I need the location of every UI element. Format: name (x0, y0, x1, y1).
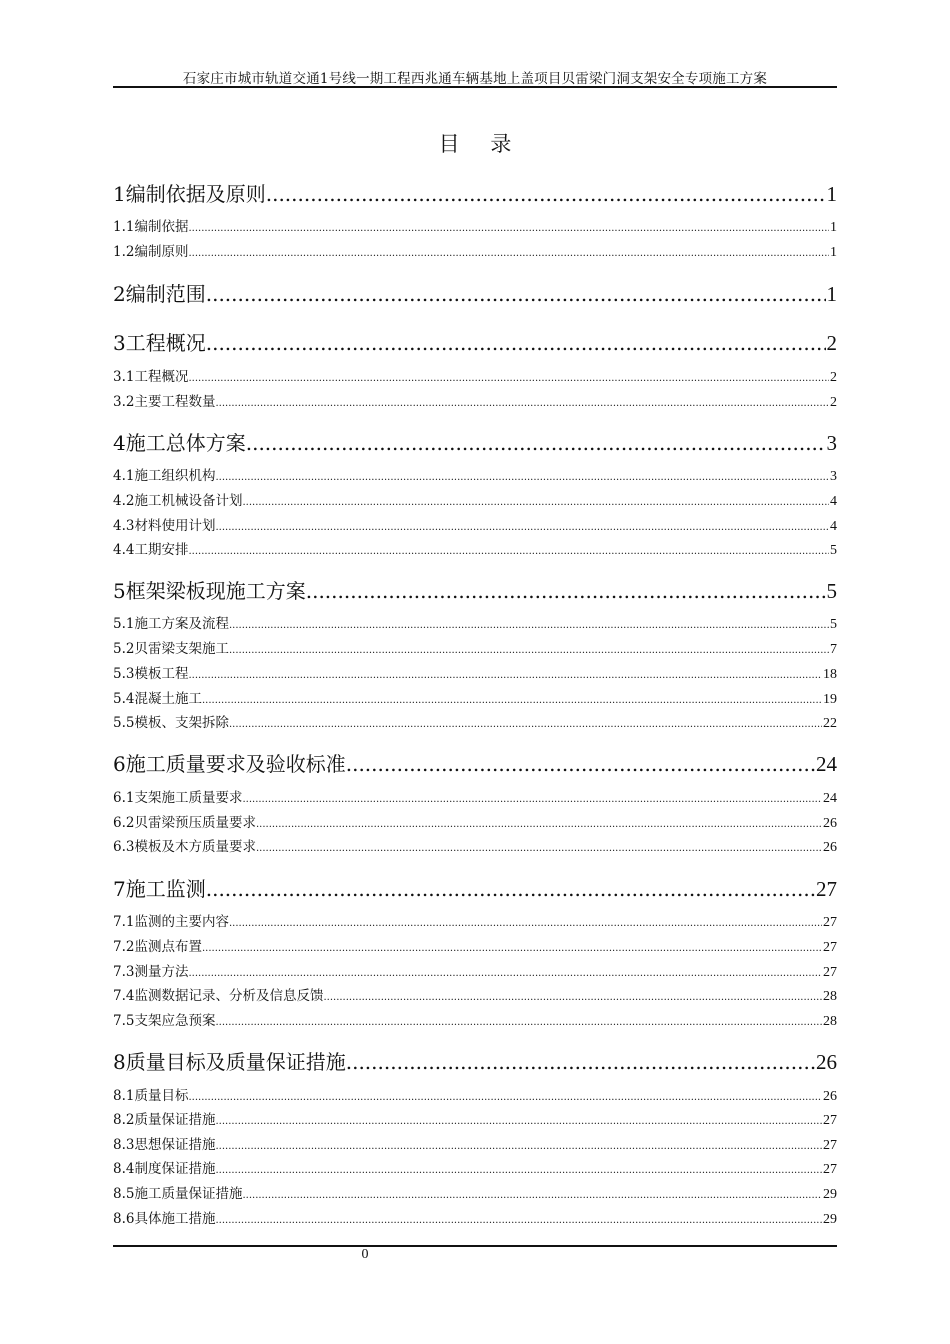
toc-dot-leader (215, 1165, 822, 1176)
toc-dot-leader (202, 943, 822, 954)
toc-entry-page: 5 (830, 543, 837, 558)
toc-entry-title: 5.2贝雷梁支架施工 (113, 641, 229, 657)
toc-section-entry[interactable] (113, 711, 837, 732)
toc-entry-page: 26 (816, 1050, 837, 1074)
toc-section-entry[interactable] (113, 1009, 837, 1030)
toc-entry-title: 4.1施工组织机构 (113, 468, 216, 484)
toc-entry-page: 29 (823, 1212, 837, 1227)
toc-entry-page: 19 (823, 692, 837, 707)
toc-entry-page: 24 (823, 791, 837, 806)
toc-entry-page: 27 (816, 877, 837, 901)
toc-entry-page: 26 (823, 816, 837, 831)
toc-dot-leader (215, 522, 829, 533)
toc-section-entry[interactable] (113, 960, 837, 981)
toc-entry-page: 29 (823, 1187, 837, 1202)
toc-section-entry[interactable] (113, 786, 837, 807)
toc-entry-title: 4.2施工机械设备计划 (113, 493, 243, 509)
toc-entry-page: 7 (830, 642, 837, 657)
toc-dot-leader (188, 968, 822, 979)
header-divider (113, 86, 837, 88)
toc-entry-page: 26 (823, 1089, 837, 1104)
toc-section-entry[interactable] (113, 1133, 837, 1154)
toc-dot-leader (202, 695, 822, 706)
toc-section-entry[interactable] (113, 1084, 837, 1105)
toc-entry-page: 26 (823, 840, 837, 855)
toc-entry-page: 1 (826, 182, 837, 206)
toc-entry-page: 27 (823, 965, 837, 980)
toc-dot-leader (215, 398, 829, 409)
toc-entry-title: 7施工监测 (113, 877, 206, 901)
toc-section-entry[interactable] (113, 1157, 837, 1178)
toc-section-entry[interactable] (113, 910, 837, 931)
toc-dot-leader (242, 1190, 822, 1201)
toc-entry-title: 5.3模板工程 (113, 666, 189, 682)
toc-entry-page: 4 (830, 519, 837, 534)
toc-dot-leader (256, 819, 822, 830)
toc-chapter-entry[interactable] (113, 748, 837, 777)
toc-section-entry[interactable] (113, 612, 837, 633)
toc-entry-page: 22 (823, 716, 837, 731)
toc-dot-leader (215, 1141, 822, 1152)
toc-entry-title: 3.2主要工程数量 (113, 394, 216, 410)
toc-dot-leader (188, 546, 829, 557)
toc-chapter-entry[interactable] (113, 327, 837, 356)
toc-entry-title: 6.2贝雷梁预压质量要求 (113, 815, 256, 831)
toc-dot-leader (229, 918, 822, 929)
toc-section-entry[interactable] (113, 365, 837, 386)
toc-entry-title: 3.1工程概况 (113, 369, 189, 385)
toc-entry-title: 5框架梁板现施工方案 (113, 579, 306, 603)
toc-section-entry[interactable] (113, 687, 837, 708)
toc-dot-leader (206, 282, 826, 306)
toc-entry-title: 5.5模板、支架拆除 (113, 715, 229, 731)
toc-dot-leader (346, 752, 815, 776)
toc-entry-page: 2 (830, 395, 837, 410)
toc-entry-title: 7.1监测的主要内容 (113, 914, 229, 930)
toc-dot-leader (215, 1215, 822, 1226)
toc-entry-page: 5 (826, 579, 837, 603)
toc-chapter-entry[interactable] (113, 575, 837, 604)
toc-entry-page: 4 (830, 494, 837, 509)
toc-entry-title: 8.1质量目标 (113, 1088, 189, 1104)
toc-chapter-entry[interactable] (113, 427, 837, 456)
toc-entry-title: 8.6具体施工措施 (113, 1211, 216, 1227)
toc-entry-page: 5 (830, 617, 837, 632)
toc-dot-leader (188, 670, 822, 681)
toc-entry-page: 27 (823, 1138, 837, 1153)
toc-entry-title: 8.2质量保证措施 (113, 1112, 216, 1128)
toc-dot-leader (215, 1116, 822, 1127)
toc-entry-page: 28 (823, 1014, 837, 1029)
toc-section-entry[interactable] (113, 637, 837, 658)
toc-section-entry[interactable] (113, 1108, 837, 1129)
toc-entry-title: 4.4工期安排 (113, 542, 189, 558)
toc-dot-leader (346, 1050, 815, 1074)
toc-dot-leader (229, 645, 829, 656)
toc-chapter-entry[interactable] (113, 278, 837, 307)
toc-dot-leader (242, 497, 829, 508)
toc-entry-title: 8.5施工质量保证措施 (113, 1186, 243, 1202)
running-header: 石家庄市城市轨道交通1号线一期工程西兆通车辆基地上盖项目贝雷梁门洞支架安全专项施工方案 (182, 71, 768, 87)
toc-entry-title: 1.2编制原则 (113, 244, 189, 260)
toc-entry-page: 1 (830, 245, 837, 260)
toc-dot-leader (215, 472, 829, 483)
toc-entry-title: 7.2监测点布置 (113, 939, 202, 955)
toc-dot-leader (229, 620, 829, 631)
toc-entry-page: 24 (816, 752, 837, 776)
toc-entry-page: 18 (823, 667, 837, 682)
toc-entry-title: 6施工质量要求及验收标准 (113, 752, 346, 776)
toc-entry-page: 27 (823, 940, 837, 955)
toc-section-entry[interactable] (113, 464, 837, 485)
toc-entry-title: 8.3思想保证措施 (113, 1137, 216, 1153)
toc-entry-page: 27 (823, 1113, 837, 1128)
toc-section-entry[interactable] (113, 662, 837, 683)
toc-entry-title: 6.3模板及木方质量要求 (113, 839, 256, 855)
toc-section-entry[interactable] (113, 215, 837, 236)
toc-entry-page: 2 (830, 370, 837, 385)
toc-dot-leader (246, 431, 826, 455)
toc-dot-leader (215, 1017, 822, 1028)
toc-dot-leader (188, 248, 829, 259)
toc-entry-title: 4.3材料使用计划 (113, 518, 216, 534)
toc-dot-leader (256, 843, 822, 854)
toc-entry-title: 7.4监测数据记录、分析及信息反馈 (113, 988, 324, 1004)
toc-entry-page: 2 (826, 331, 837, 355)
page-number: 0 (361, 1247, 369, 1262)
toc-section-entry[interactable] (113, 1182, 837, 1203)
toc-entry-title: 2编制范围 (113, 282, 206, 306)
toc-section-entry[interactable] (113, 390, 837, 411)
toc-entry-page: 3 (830, 469, 837, 484)
toc-chapter-entry[interactable] (113, 1046, 837, 1075)
toc-dot-leader (188, 373, 829, 384)
toc-entry-page: 3 (826, 431, 837, 455)
toc-dot-leader (229, 719, 822, 730)
toc-entry-title: 6.1支架施工质量要求 (113, 790, 243, 806)
toc-dot-leader (242, 794, 822, 805)
toc-dot-leader (188, 1092, 822, 1103)
toc-entry-title: 5.4混凝土施工 (113, 691, 202, 707)
toc-entry-page: 1 (826, 282, 837, 306)
toc-section-entry[interactable] (113, 514, 837, 535)
toc-dot-leader (188, 223, 829, 234)
toc-entry-page: 28 (823, 989, 837, 1004)
toc-section-entry[interactable] (113, 1207, 837, 1228)
toc-section-entry[interactable] (113, 984, 837, 1005)
footer-divider (113, 1245, 837, 1247)
toc-entry-page: 27 (823, 1162, 837, 1177)
toc-section-entry[interactable] (113, 835, 837, 856)
toc-dot-leader (206, 331, 826, 355)
toc-entry-title: 8质量目标及质量保证措施 (113, 1050, 346, 1074)
toc-entry-title: 7.3测量方法 (113, 964, 189, 980)
toc-dot-leader (206, 877, 815, 901)
toc-entry-title: 1.1编制依据 (113, 219, 189, 235)
toc-entry-title: 4施工总体方案 (113, 431, 246, 455)
toc-section-entry[interactable] (113, 538, 837, 559)
toc-chapter-entry[interactable] (113, 178, 837, 207)
toc-dot-leader (323, 992, 822, 1003)
toc-entry-title: 3工程概况 (113, 331, 206, 355)
toc-section-entry[interactable] (113, 935, 837, 956)
toc-section-entry[interactable] (113, 240, 837, 261)
toc-section-entry[interactable] (113, 811, 837, 832)
toc-title: 目 录 (438, 132, 524, 156)
toc-entry-title: 1编制依据及原则 (113, 182, 266, 206)
toc-entry-title: 5.1施工方案及流程 (113, 616, 229, 632)
toc-dot-leader (306, 579, 826, 603)
toc-dot-leader (266, 182, 826, 206)
toc-entry-page: 1 (830, 220, 837, 235)
toc-entry-title: 8.4制度保证措施 (113, 1161, 216, 1177)
toc-entry-title: 7.5支架应急预案 (113, 1013, 216, 1029)
toc-chapter-entry[interactable] (113, 873, 837, 902)
toc-section-entry[interactable] (113, 489, 837, 510)
toc-entry-page: 27 (823, 915, 837, 930)
